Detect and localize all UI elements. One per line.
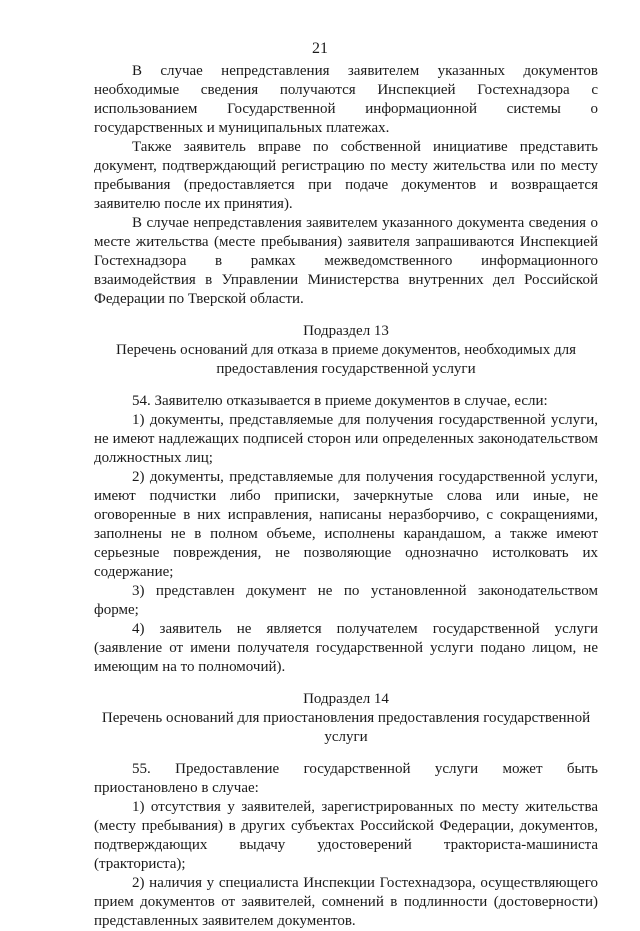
paragraph-continuation: В случае непредставления заявителем указанных документов необходимые сведения получаются Инспекцией Гостехнадзора с использованием Государственной информационной системы о государственных и муниципальных платежах.	[94, 63, 598, 136]
clause-54-item-2: 2) документы, представляемые для получения государственной услуги, имеют подчистки либо приписки, зачеркнутые слова или иные, не оговоренные в них исправления, написаны неразборчиво, с сокращениями, заполнены не в полном объеме, исполнены карандашом, а также имеют серьезные повреждения, не позволяющие однозначно истолковать их содержание;	[94, 469, 598, 580]
clause-54-item-4: 4) заявитель не является получателем государственной услуги (заявление от имени получателя государственной услуги подано лицом, не имеющим на то полномочий).	[94, 621, 598, 675]
clause-55: 55. Предоставление государственной услуги может быть приостановлено в случае:	[94, 761, 598, 796]
subsection-14-subtitle: Перечень оснований для приостановления предоставления государственной услуги	[101, 710, 591, 745]
paragraph-registration: Также заявитель вправе по собственной инициативе представить документ, подтверждающий регистрацию по месту жительства или по месту пребывания (предоставляется при подаче документов и возвращается заявителю после их принятия).	[94, 139, 598, 212]
subsection-13-title: Подраздел 13	[303, 323, 389, 339]
clause-55-item-2: 2) наличия у специалиста Инспекции Гостехнадзора, осуществляющего прием документов от заявителей, сомнений в подлинности (достоверности) представленных заявителем документов.	[94, 875, 598, 929]
subsection-14-title: Подраздел 14	[303, 691, 389, 707]
document-body	[94, 62, 598, 931]
paragraph-interagency: В случае непредставления заявителем указанного документа сведения о месте жительства (месте пребывания) заявителя запрашиваются Инспекцией Гостехнадзора в рамках межведомственного информационного взаимодействия в Управлении Министерства внутренних дел Российской Федерации по Тверской области.	[94, 215, 598, 307]
clause-54-item-3: 3) представлен документ не по установленной законодательством форме;	[94, 583, 598, 618]
page-number: 21	[312, 40, 328, 57]
subsection-13-subtitle: Перечень оснований для отказа в приеме документов, необходимых для предоставления государственной услуги	[115, 342, 576, 377]
clause-54-item-1: 1) документы, представляемые для получения государственной услуги, не имеют надлежащих подписей сторон или определенных законодательством должностных лиц;	[94, 412, 598, 466]
clause-54: 54. Заявителю отказывается в приеме документов в случае, если:	[132, 393, 548, 409]
clause-55-item-1: 1) отсутствия у заявителей, зарегистрированных по месту жительства (месту пребывания) в других субъектах Российской Федерации, документов, подтверждающих выдачу удостоверений тракториста-машиниста (тракториста);	[94, 799, 598, 872]
